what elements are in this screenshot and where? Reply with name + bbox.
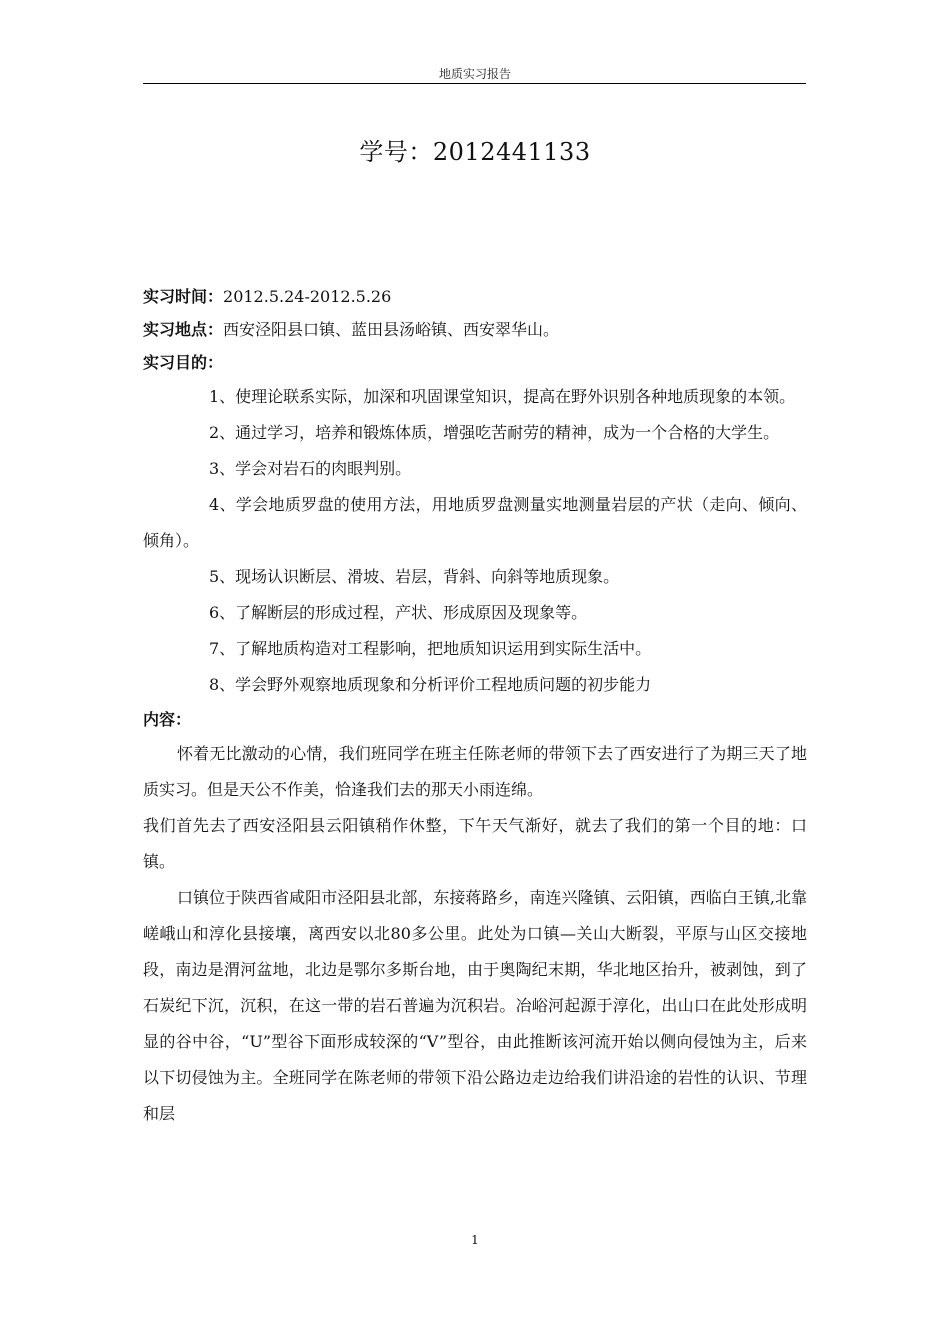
internship-purpose-label: 实习目的： <box>143 353 224 372</box>
internship-place <box>143 313 807 346</box>
purpose-item: 4、学会地质罗盘的使用方法，用地质罗盘测量实地测量岩层的产状（走向、倾向、倾角）。 <box>143 495 807 550</box>
purpose-item: 8、学会野外观察地质现象和分析评价工程地质问题的初步能力 <box>209 675 652 694</box>
document-body <box>143 280 807 1132</box>
page-number: 1 <box>471 1233 479 1247</box>
internship-time <box>143 280 807 313</box>
content-paragraph: 口镇位于陕西省咸阳市泾阳县北部，东接蒋路乡，南连兴隆镇、云阳镇，西临白王镇,北靠嵯峨山和淳化县接壤，离西安以北80多公里。此处为口镇—关山大断裂，平原与山区交接地段，南边是渭河盆地，北边是鄂尔多斯台地，由于奥陶纪末期，华北地区抬升，被剥蚀，到了石炭纪下沉，沉积，在这一带的岩石普遍为沉积岩。冶峪河起源于淳化，出山口在此处形成明显的谷中谷，“U”型谷下面形成较深的“V”型谷，由此推断该河流开始以侧向侵蚀为主，后来以下切侵蚀为主。全班同学在陈老师的带领下沿公路边走边给我们讲沿途的岩性的认识、节理和层 <box>143 888 807 1123</box>
purpose-item: 6、了解断层的形成过程，产状、形成原因及现象等。 <box>209 603 588 622</box>
content-paragraph: 怀着无比激动的心情，我们班同学在班主任陈老师的带领下去了西安进行了为期三天了地质实习。但是天公不作美，恰逢我们去的那天小雨连绵。 <box>143 744 807 799</box>
purpose-item: 3、学会对岩石的肉眼判别。 <box>209 459 412 478</box>
content-label: 内容： <box>143 710 192 729</box>
content-paragraph: 我们首先去了西安泾阳县云阳镇稍作休整，下午天气渐好，就去了我们的第一个目的地：口镇。 <box>143 816 807 871</box>
internship-time-label: 实习时间： <box>143 287 224 306</box>
internship-purpose <box>143 346 807 379</box>
header-divider <box>143 83 806 84</box>
purpose-item: 7、了解地质构造对工程影响，把地质知识运用到实际生活中。 <box>209 639 652 658</box>
purpose-item: 1、使理论联系实际，加深和巩固课堂知识，提高在野外识别各种地质现象的本领。 <box>209 387 796 406</box>
internship-place-value: 西安泾阳县口镇、蓝田县汤峪镇、西安翠华山。 <box>223 320 560 339</box>
document-title: 学号：2012441133 <box>359 138 591 166</box>
purpose-item: 5、现场认识断层、滑坡、岩层，背斜、向斜等地质现象。 <box>209 567 620 586</box>
page-header: 地质实习报告 <box>438 67 511 81</box>
purpose-item: 2、通过学习，培养和锻炼体质，增强吃苦耐劳的精神，成为一个合格的大学生。 <box>209 423 780 442</box>
internship-place-label: 实习地点： <box>143 320 224 339</box>
internship-time-value: 2012.5.24-2012.5.26 <box>223 287 392 306</box>
